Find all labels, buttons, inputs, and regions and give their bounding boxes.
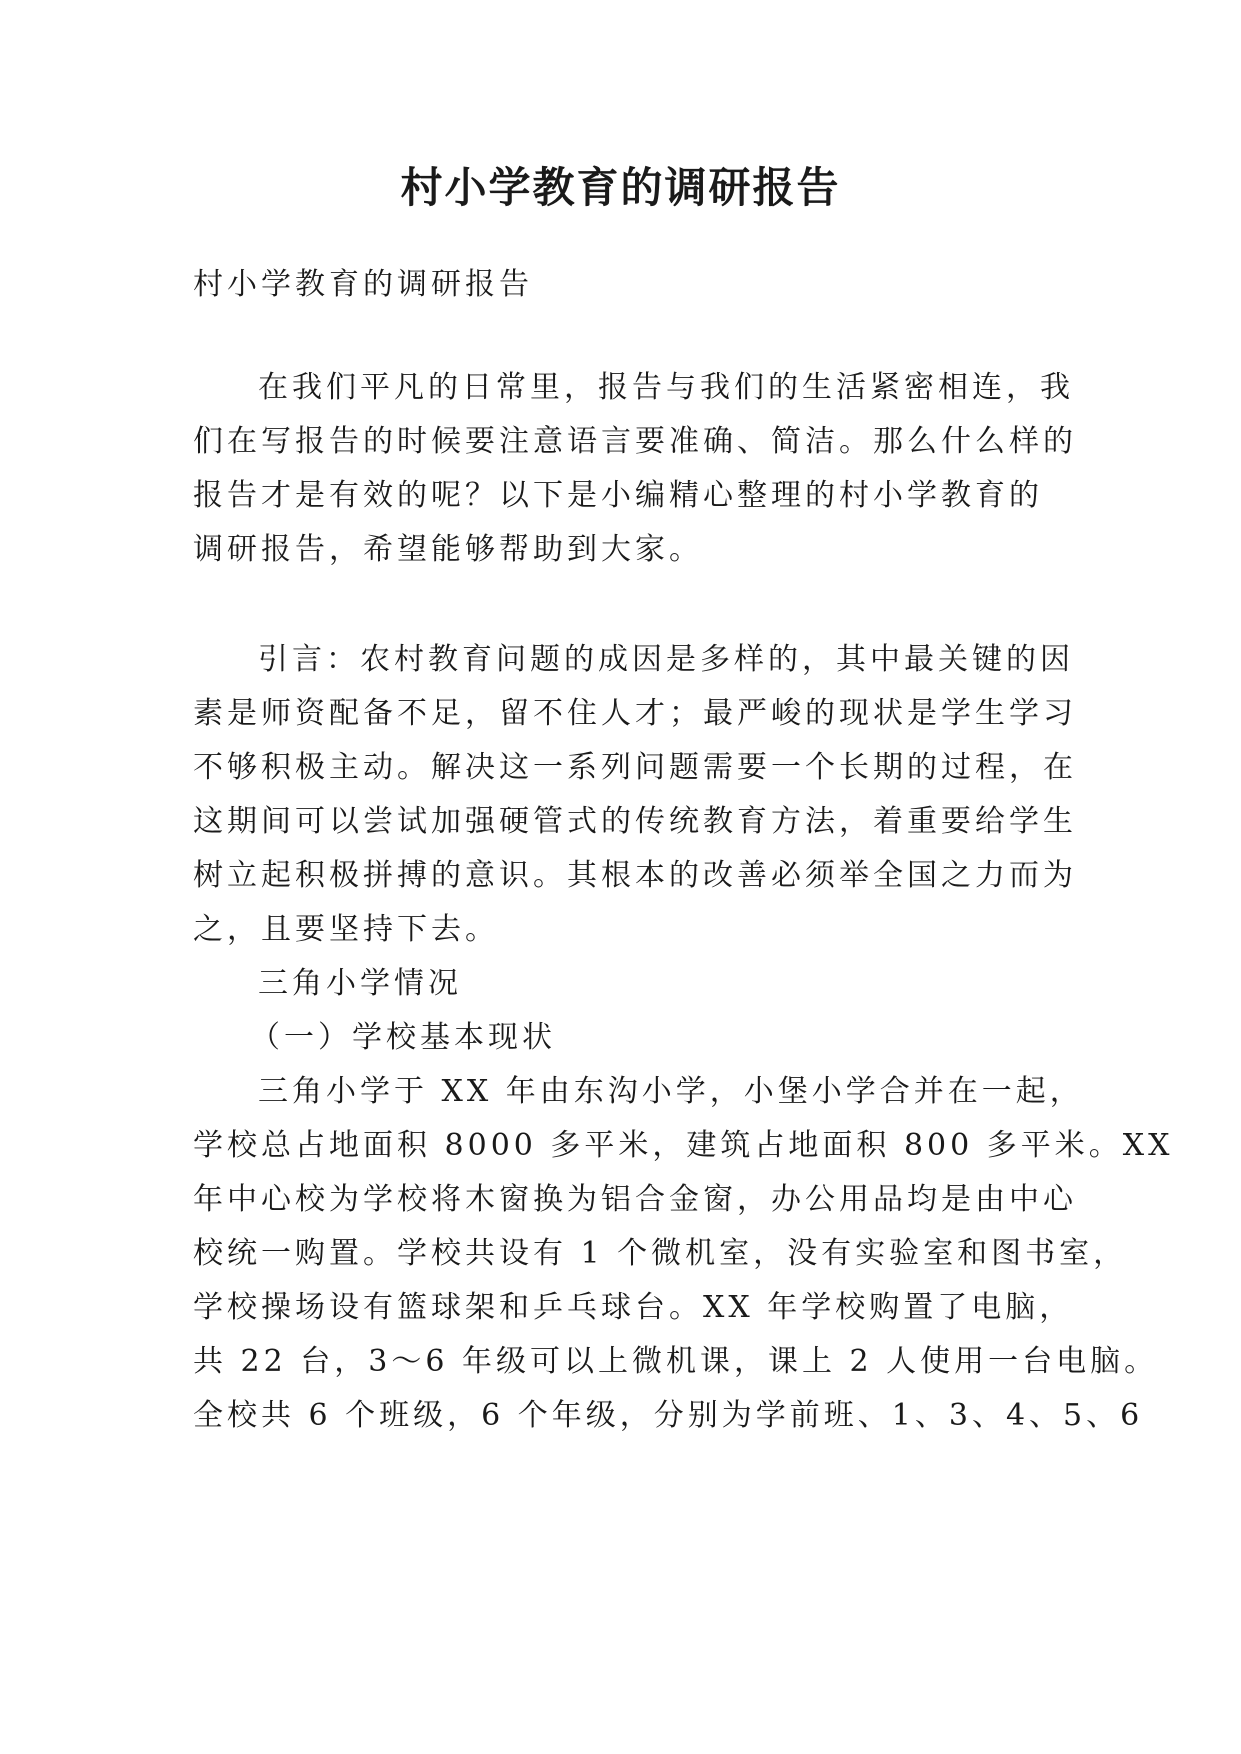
paragraph-line: 年中心校为学校将木窗换为铝合金窗，办公用品均是由中心 bbox=[193, 1182, 1077, 1217]
paragraph-line: 不够积极主动。解决这一系列问题需要一个长期的过程，在 bbox=[193, 750, 1077, 785]
paragraph-line: 们在写报告的时候要注意语言要准确、简洁。那么什么样的 bbox=[193, 424, 1077, 459]
paragraph-line: 这期间可以尝试加强硬管式的传统教育方法，着重要给学生 bbox=[193, 804, 1077, 839]
paragraph-line: 素是师资配备不足，留不住人才；最严峻的现状是学生学习 bbox=[193, 696, 1077, 731]
paragraph-line: 引言：农村教育问题的成因是多样的，其中最关键的因 bbox=[258, 642, 1074, 677]
paragraph-line: 报告才是有效的呢？以下是小编精心整理的村小学教育的 bbox=[193, 478, 1043, 513]
paragraph-line: 学校总占地面积 8000 多平米，建筑占地面积 800 多平米。XX bbox=[193, 1128, 1174, 1163]
document-title: 村小学教育的调研报告 bbox=[400, 163, 841, 212]
section-heading: 三角小学情况 bbox=[258, 966, 462, 1001]
paragraph-line: 树立起积极拼搏的意识。其根本的改善必须举全国之力而为 bbox=[193, 858, 1077, 893]
paragraph-line: 调研报告，希望能够帮助到大家。 bbox=[193, 532, 703, 567]
paragraph-line: 在我们平凡的日常里，报告与我们的生活紧密相连，我 bbox=[258, 370, 1074, 405]
paragraph-line: 之，且要坚持下去。 bbox=[193, 912, 499, 947]
document-subtitle: 村小学教育的调研报告 bbox=[193, 267, 533, 302]
subsection-heading: （一）学校基本现状 bbox=[250, 1020, 556, 1055]
paragraph-line: 三角小学于 XX 年由东沟小学，小堡小学合并在一起， bbox=[258, 1074, 1084, 1109]
paragraph-line: 共 22 台，3～6 年级可以上微机课，课上 2 人使用一台电脑。 bbox=[193, 1344, 1159, 1379]
paragraph-line: 校统一购置。学校共设有 1 个微机室，没有实验室和图书室， bbox=[193, 1236, 1128, 1271]
paragraph-line: 全校共 6 个班级，6 个年级，分别为学前班、1、3、4、5、6 bbox=[193, 1398, 1144, 1433]
paragraph-line: 学校操场设有篮球架和乒乓球台。XX 年学校购置了电脑， bbox=[193, 1290, 1074, 1325]
